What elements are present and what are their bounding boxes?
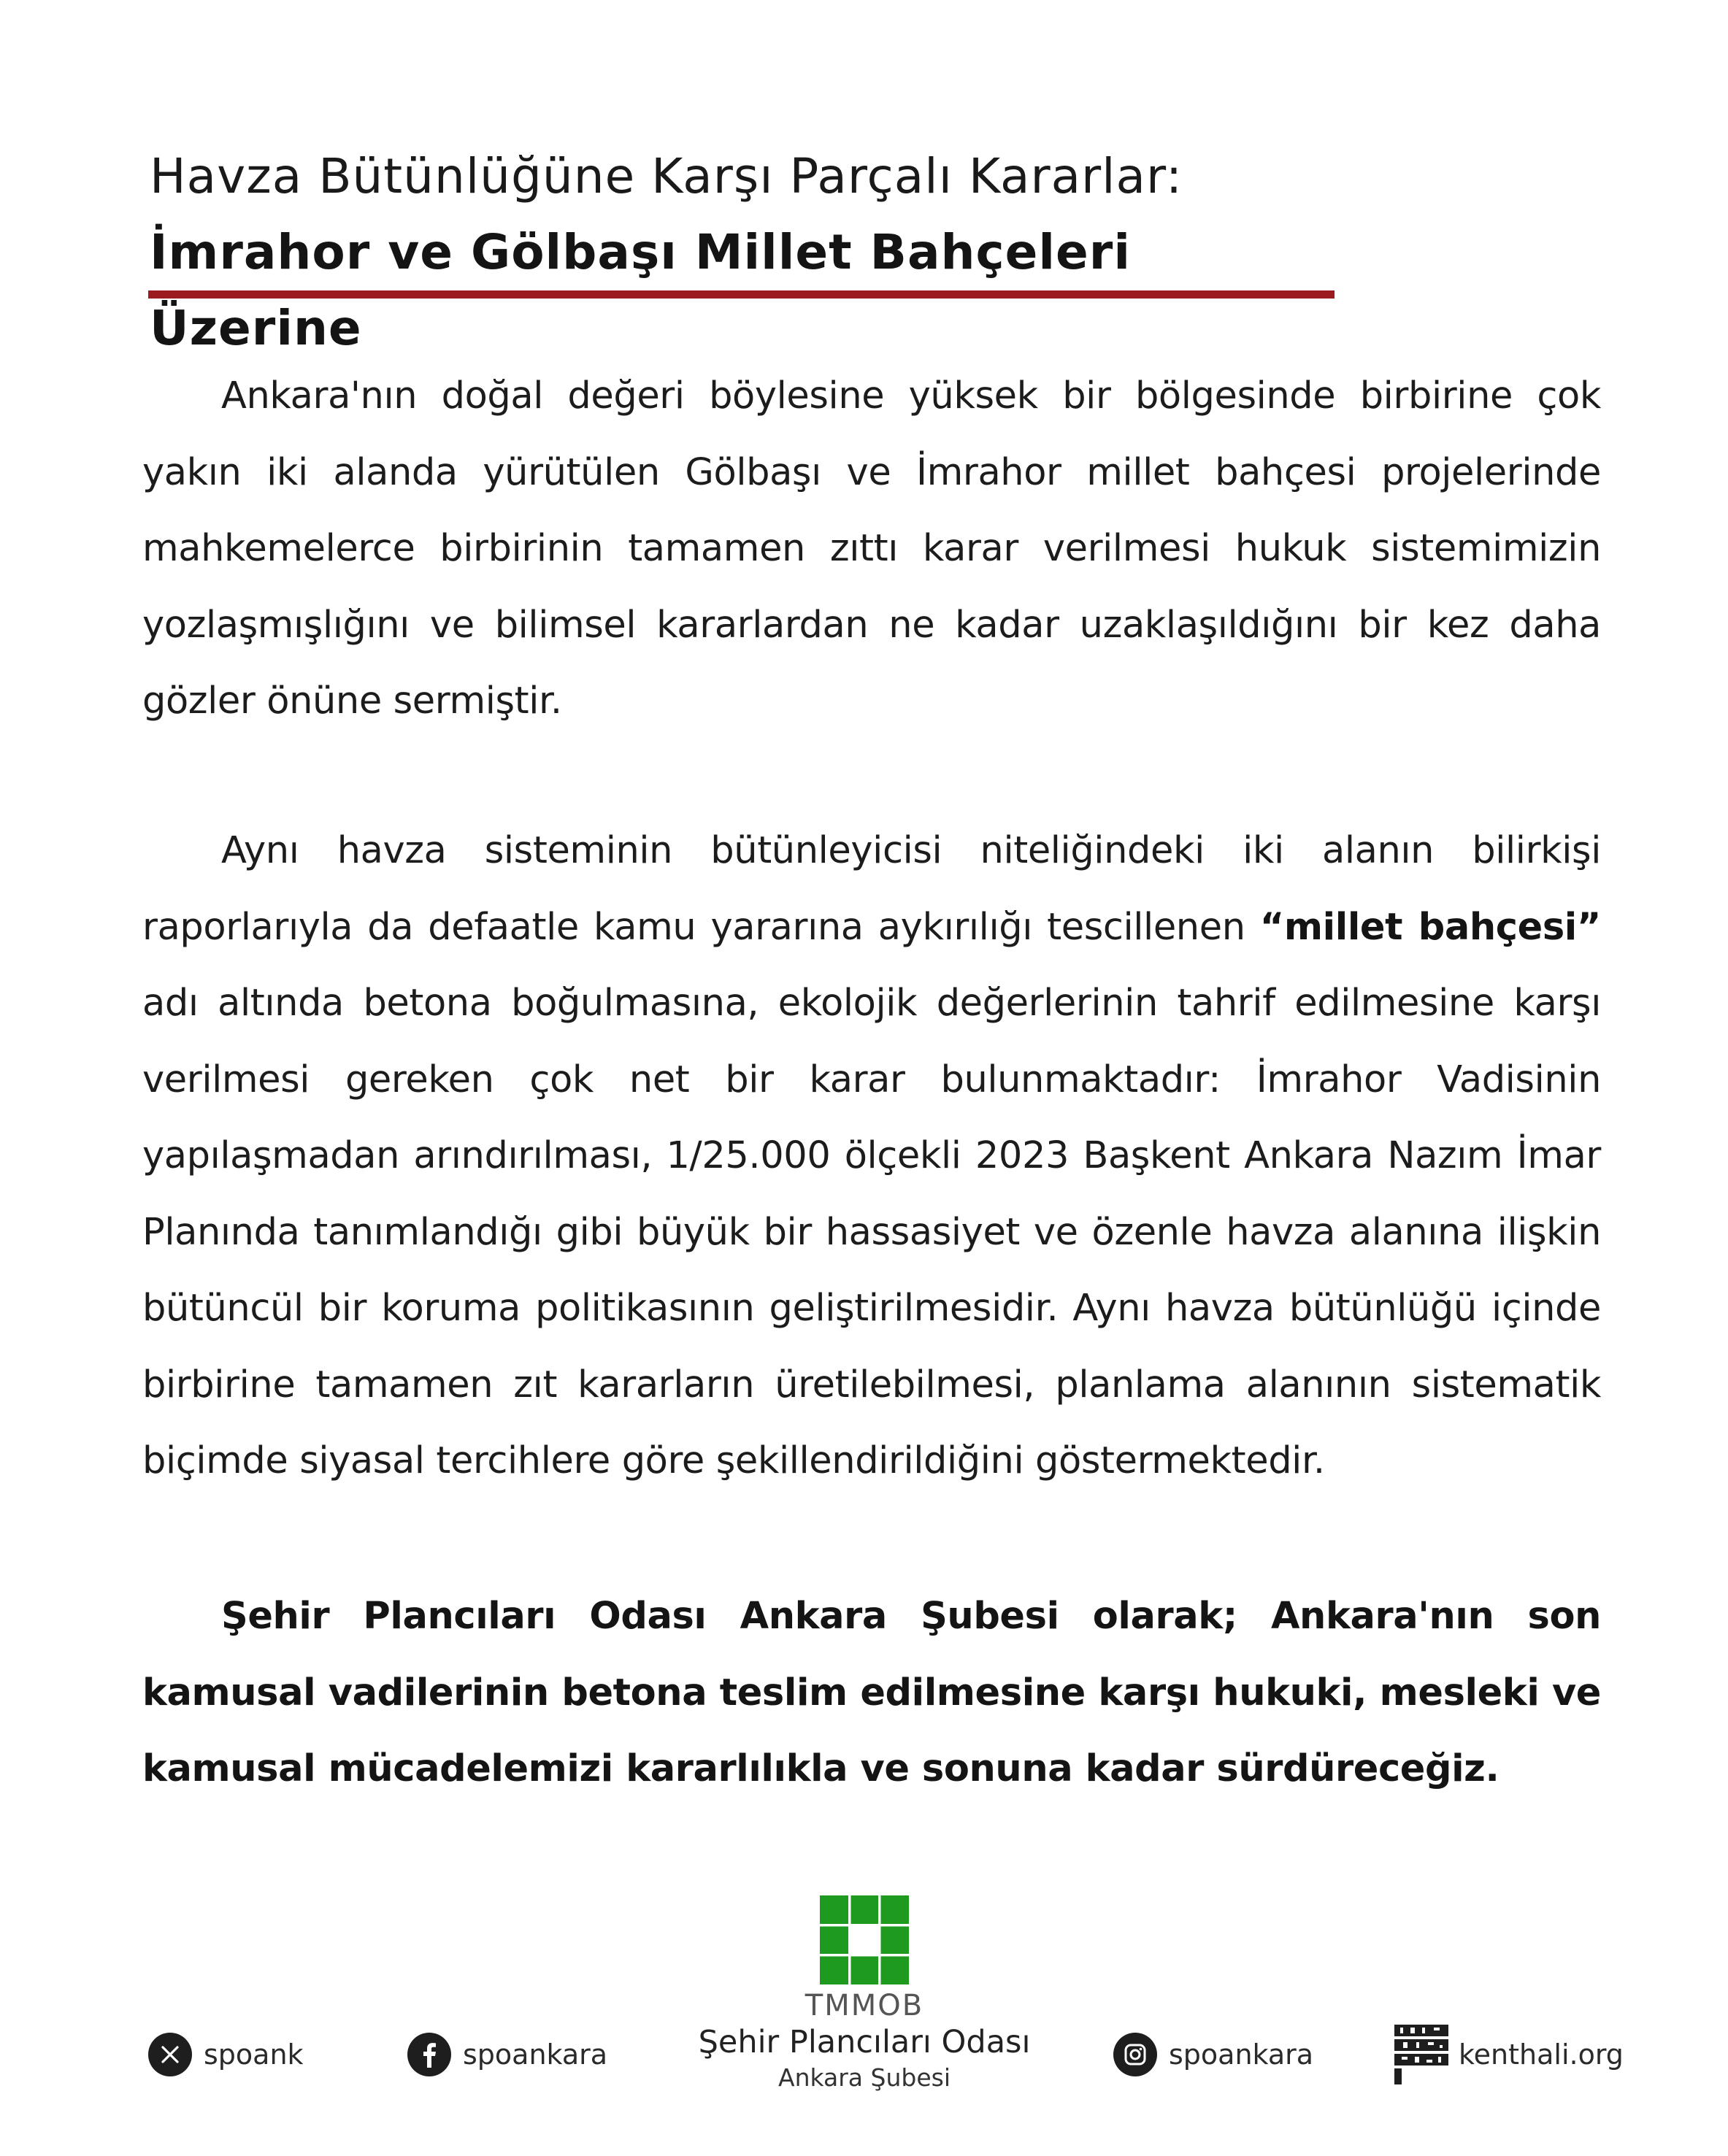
footer-kenthali-link[interactable] (1394, 2029, 1624, 2080)
org-branch: Ankara Şubesi (778, 2063, 951, 2092)
org-name: Şehir Plancıları Odası (698, 2024, 1031, 2060)
x-handle: spoank (204, 2038, 304, 2071)
paragraph-2-part-1: Aynı havza sisteminin bütünleyicisi niteliğindeki iki alanın bilirkişi raporlarıyla da defaatle kamu yararına aykırılığı tescillenen (142, 829, 1601, 949)
footer-instagram-link[interactable] (1113, 2029, 1313, 2080)
facebook-icon (407, 2033, 451, 2076)
title-line-1: Havza Bütünlüğüne Karşı Parçalı Kararlar: (150, 148, 1183, 204)
title-block (150, 139, 1347, 366)
organization-signature (645, 1988, 1083, 2095)
x-icon (148, 2033, 192, 2076)
title-underline (148, 290, 1335, 299)
spo-logo-icon (820, 1895, 909, 1984)
paragraph-3-statement: Şehir Plancıları Odası Ankara Şubesi olarak; Ankara'nın son kamusal vadilerinin betona teslim edilmesine karşı hukuki, mesleki ve kamusal mücadelemizi kararlılıkla ve sonuna kadar sürdüreceğiz. (142, 1595, 1601, 1790)
footer-x-link[interactable] (148, 2029, 304, 2080)
kenthali-handle: kenthali.org (1459, 2038, 1624, 2071)
instagram-icon (1113, 2033, 1157, 2076)
paragraph-2 (142, 813, 1601, 1500)
org-umbrella: TMMOB (805, 1989, 924, 2022)
paragraph-1: Ankara'nın doğal değeri böylesine yüksek bir bölgesinde birbirine çok yakın iki alanda yürütülen Gölbaşı ve İmrahor millet bahçesi projelerinde mahkemelerce birbirinin tamamen zıttı karar verilmesi hukuk sistemimizin yozlaşmışlığını ve bilimsel kararlardan ne kadar uzaklaşıldığını bir kez daha gözler önüne sermiştir. (142, 374, 1601, 723)
paragraph-2-part-2: adı altında betona boğulmasına, ekolojik değerlerinin tahrif edilmesine karşı verilmesi gereken çok net bir karar bulunmaktadır: İmrahor Vadisinin yapılaşmadan arındırılması, 1/25.000 ölçekli 2023 Başkent Ankara Nazım İmar Planında tanımlandığı gibi büyük bir hassasiyet ve özenle havza alanına ilişkin bütüncül bir koruma politikasının geliştirilmesidir. Aynı havza bütünlüğü içinde birbirine tamamen zıt kararların üretilebilmesi, planlama alanının sistematik biçimde siyasal tercihlere göre şekillendirildiğini göstermektedir. (142, 982, 1601, 1482)
paragraph-2-emphasis: “millet bahçesi” (1259, 905, 1601, 949)
kenthali-logo-icon (1394, 2025, 1448, 2084)
facebook-handle: spoankara (463, 2038, 608, 2071)
title-line-2: İmrahor ve Gölbaşı Millet Bahçeleri Üzerine (150, 224, 1131, 356)
footer-facebook-link[interactable] (407, 2029, 607, 2080)
instagram-handle: spoankara (1169, 2038, 1314, 2071)
